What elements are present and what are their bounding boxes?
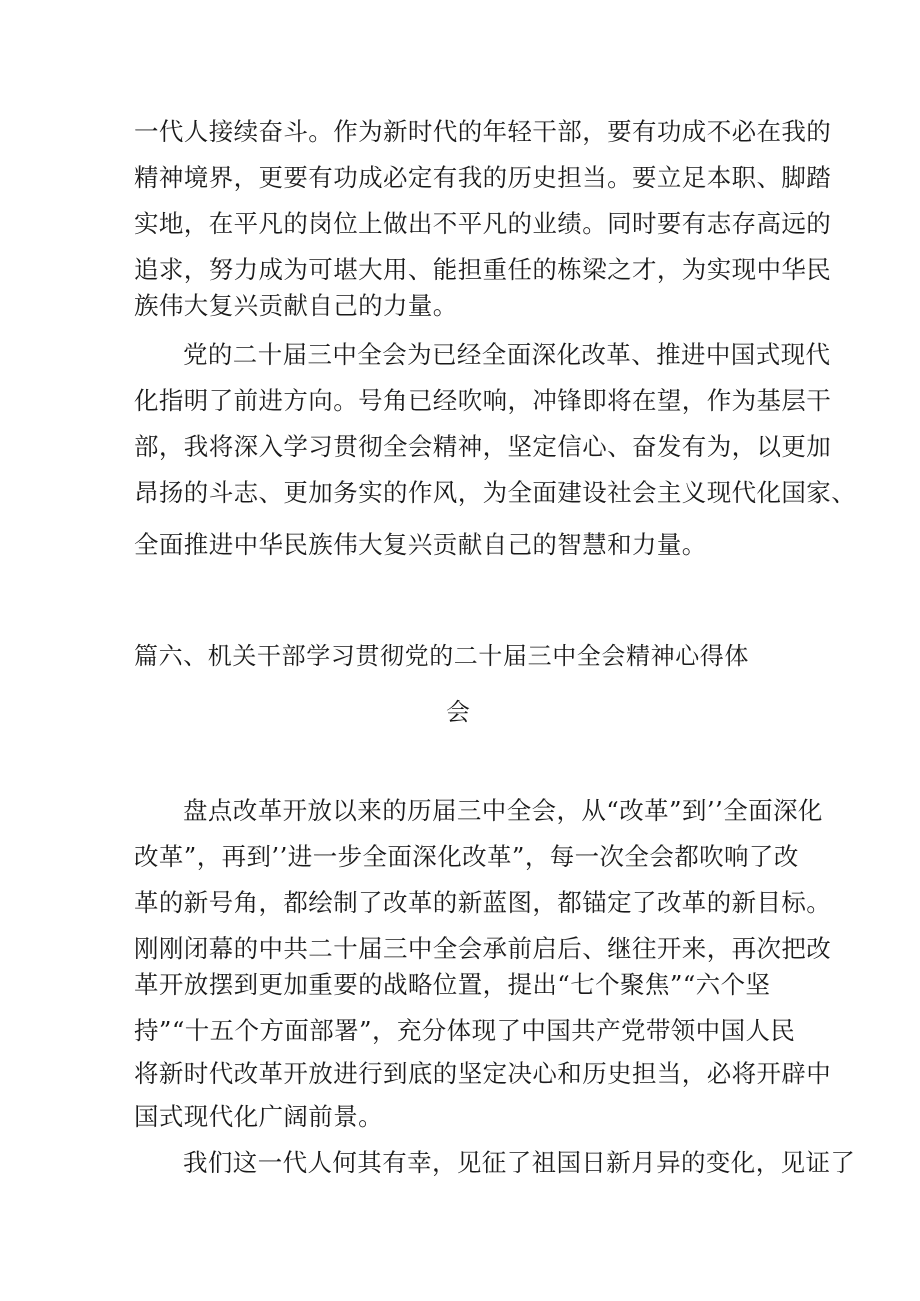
text-line: 全面推进中华民族伟大复兴贡献自己的智慧和力量。 <box>134 530 707 559</box>
text-line: 我们这一代人何其有幸，见征了祖国日新月异的变化，见证了 <box>183 1148 856 1177</box>
text-line: 持”“十五个方面部署”，充分体现了中国共产党带领中国人民 <box>134 1016 796 1045</box>
text-line: 部，我将深入学习贯彻全会精神，坚定信心、奋发有为，以更加 <box>134 432 832 461</box>
text-line: 精神境界，更要有功成必定有我的历史担当。要立足本职、脚踏 <box>134 163 832 192</box>
text-line: 国式现代化广阔前景。 <box>134 1102 383 1131</box>
text-line: 实地，在平凡的岗位上做出不平凡的业绩。同时要有志存高远的 <box>134 209 832 238</box>
text-line: 化指明了前进方向。号角已经吹响，冲锋即将在望，作为基层干 <box>134 386 832 415</box>
text-line: 昂扬的斗志、更加务实的作风，为全面建设社会主义现代化国家、 <box>134 478 857 507</box>
heading-line-1: 篇六、机关干部学习贯彻党的二十届三中全会精神心得体 <box>134 642 749 670</box>
text-line: 革开放摆到更加重要的战略位置，提出“七个聚焦”“六个坚 <box>134 970 771 999</box>
text-line: 一代人接续奋斗。作为新时代的年轻干部，要有功成不必在我的 <box>134 117 832 146</box>
text-line: 盘点改革开放以来的历届三中全会，从“改革”到’’全面深化 <box>183 796 823 825</box>
text-line: 刚刚闭幕的中共二十届三中全会承前启后、继往开来，再次把改 <box>134 934 832 963</box>
text-line: 改革”，再到’’进一步全面深化改革”，每一次全会都吹响了改 <box>134 842 799 871</box>
text-line: 将新时代改革开放进行到底的坚定决心和历史担当，必将开辟中 <box>134 1059 832 1088</box>
heading-line-2: 会 <box>446 698 471 726</box>
text-line: 党的二十届三中全会为已经全面深化改革、推进中国式现代 <box>183 340 831 369</box>
text-line: 追求，努力成为可堪大用、能担重任的栋梁之才，为实现中华民 <box>134 255 832 284</box>
text-line: 族伟大复兴贡献自己的力量。 <box>134 291 458 320</box>
text-line: 革的新号角，都绘制了改革的新蓝图，都锚定了改革的新目标。 <box>134 888 832 917</box>
